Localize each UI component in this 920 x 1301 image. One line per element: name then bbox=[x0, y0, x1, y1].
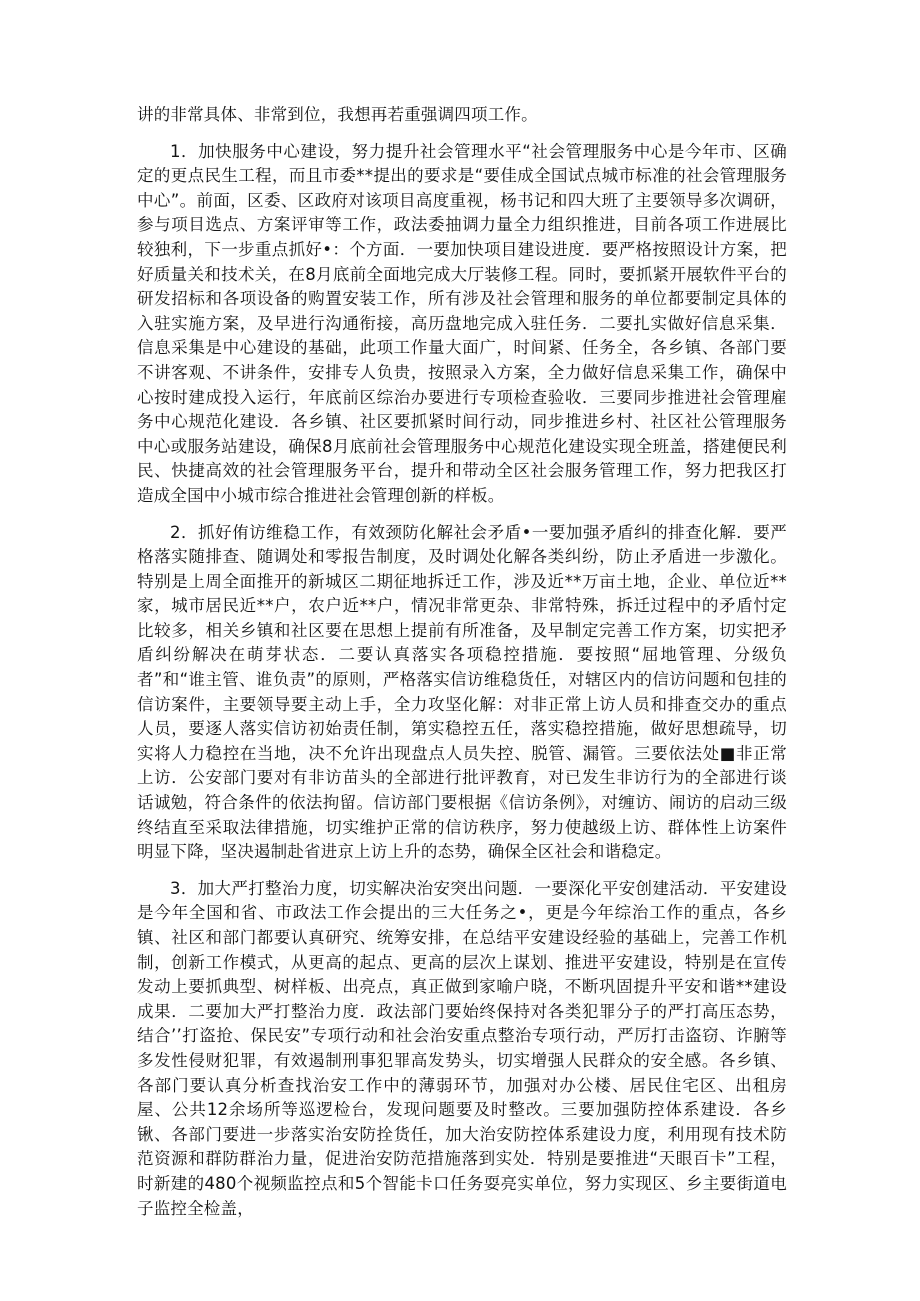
paragraph-crime-crackdown: 3．加大严打整治力度，切实解决治安突出问题．一要深化平安创建活动．平安建设是今年全国和省、市政法工作会提出的三大任务之•，更是今年综治工作的重点，各乡镇、社区和部门都要认真研究、统筹安排，在总结平安建设经验的基础上，完善工作机制，创新工作模式，从更高的起点、更高的层次上谋划、推进平安建设，特别是在宣传发动上要抓典型、树样板、出亮点，真正做到家喻户晓，不断巩固提升平安和谐**建设成果．二要加大严打整治力度．政法部门要始终保持对各类犯罪分子的严打高压态势，结合’’打盗抢、保民安”专项行动和社会治安重点整治专项行动，严厉打击盗窃、诈腑等多发性侵财犯罪，有效遏制刑事犯罪高发势头，切实增强人民群众的安全感。各乡镇、各部门要认真分析查找治安工作中的薄弱环节，加强对办公楼、居民住宅区、出租房屋、公共12余场所等巡逻检台，发现问题要及时整改。三要加强防控体系建设．各乡锹、各部门要进一步落实治安防拴货任，加大治安防控体系建设力度，利用现有技术防范资源和群防群治力量，促进治安防范措施落到实处．特别是要推进“天眼百卡”工程，时新建的480个视频监控点和5个智能卡口任务耍亮实单位，努力实现区、乡主要街道电子监控全检盖， bbox=[137, 878, 787, 1218]
paragraph-service-center: 1．加快服务中心建设，努力提升社会管理水平“社会管理服务中心是今年市、区确定的更点民生工程，而且市委**提出的要求是“要佳成全国试点城市标准的社会管理服务中心”。前面，区委、区政府对该项目高度重视，杨书记和四大班了主要领导多次调研，参与项目选点、方案评审等工作，政法委抽调力量全力组织推进，目前各项工作进展比较独利，下一步重点抓好•：个方面．一要加快项目建设进度．要严格按照设计方案，把好质量关和技术关，在8月底前全面地完成大厅装修工程。同时，要抓紧开展软件平台的研发招标和各项设备的购置安装工作，所有涉及社会管理和服务的单位都要制定具体的入驻实施方案，及早进行沟通衔接，高历盘地完成入驻任务．二要扎实做好信息采集．信息采集是中心建设的基础，此项工作量大面广，时间紧、任务全，各乡镇、各部门要不讲客观、不讲条件，安排专人负贵，按照录入方案，全力做好信息采集工作，确保中心按时建成投入运行，年底前区综治办要进行专项检查验收．三要同步推进社会管理雇务中心规范化建设．各乡镇、社区要抓紧时间行动，同步推进乡村、社区社公管理服务中心或服务站建设，确保8月底前社会管理服务中心规范化建设实现全班盖，搭建便民利民、快捷高效的社会管理服务平台，提升和带动全区社会服务管理工作，努力把我区打造成全国中小城市综合推进社会管理创新的样板。 bbox=[137, 141, 787, 505]
paragraph-intro-continuation: 讲的非常具体、非常到位，我想再若重强调四项工作。 bbox=[137, 105, 538, 124]
paragraph-petition-stability: 2．抓好侑访维稳工作，有效颈防化解社会矛盾•一要加强矛盾纠的排查化解．要严格落实随排查、随调处和零报告制度，及时调处化解各类纠纷，防止矛盾进一步激化。特别是上周全面推开的新城区二期征地拆迁工作，涉及近**万亩土地，企业、单位近**家，城市居民近**户，农户近**户，情况非常更杂、非常特殊，拆迁过程中的矛盾忖定比较多，相关乡镇和社区要在思想上提前有所准备，及早制定完善工作方案，切实把矛盾纠纷解决在萌芽状态．二要认真落实各项稳控措施．要按照“屈地管理、分级负者”和“谁主管、谁负责”的原则，严格落实信访维稳货任，对辖区内的信访问题和包挂的信访案件，主要领导要主动上手，全力攻坚化解：对非正常上访人员和排查交办的重点人员，要逐人落实信访初始责任制，第实稳控五任，落实稳控措施，做好思想疏导，切实将人力稳控在当地，决不允许出现盘点人员失控、脱管、漏管。三要依法处■非正常上访．公安部门要对有非访苗头的全部进行批评教育，对已发生非访行为的全部进行谈话诚勉，符合条件的依法拘留。信访部门要根据《信访条例》，对缠访、闹访的启动三级终结直至采取法律措施，切实维护正常的信访秩序，努力使越级上访、群体性上访案件明显下降，坚决遏制赴省进京上访上升的态势，确保全区社会和谐稳定。 bbox=[137, 522, 787, 862]
document-body bbox=[137, 103, 787, 1221]
